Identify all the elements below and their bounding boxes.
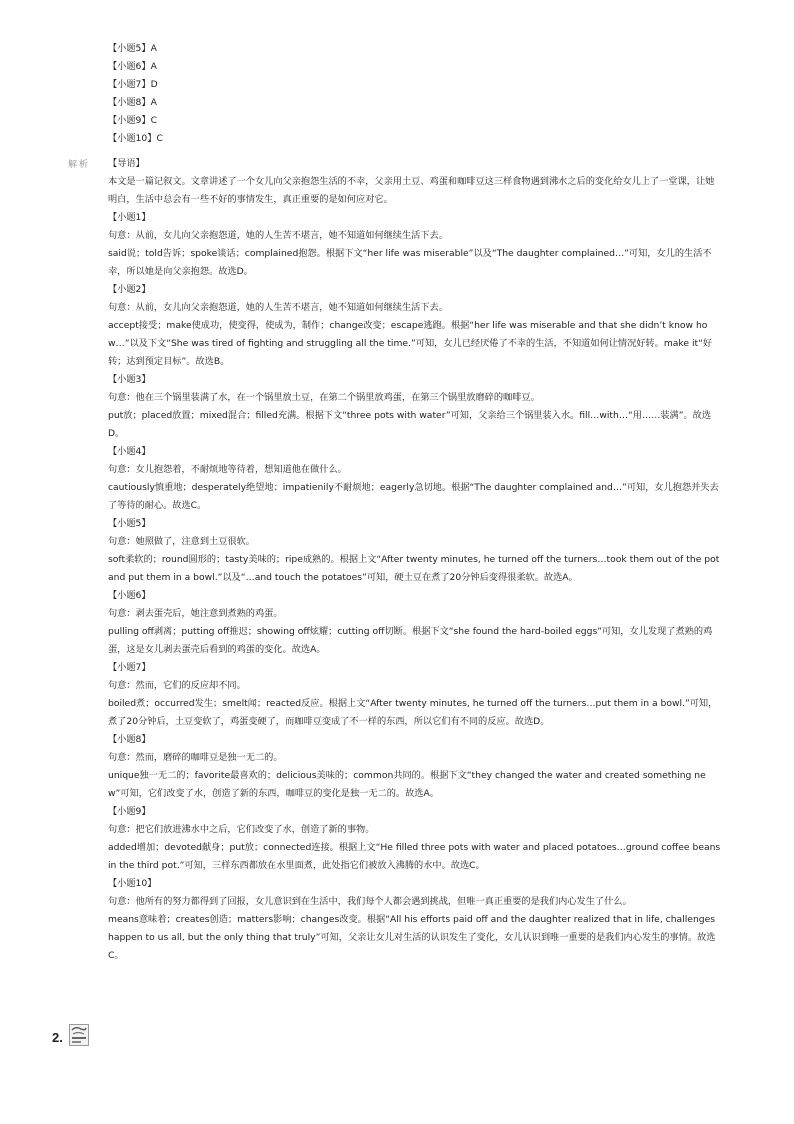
question-heading: 【小题1】 — [108, 212, 151, 223]
answer-line: 【小题10】C — [108, 133, 163, 144]
sentence-meaning: 句意：从前，女儿向父亲抱怨道，她的人生苦不堪言，她不知道如何继续生活下去。 — [108, 302, 448, 313]
explanation: pulling off剥离；putting off推迟；showing off炫耀；cutting off切断。根据下文“she found the hard-boiled eggs”可知，女儿发现了煮熟的鸡蛋，这是女儿剥去蛋壳后看到的鸡蛋的变化。故选A。 — [108, 626, 713, 655]
explanation: put放；placed放置；mixed混合；filled充满。根据下文“three pots with water”可知，父亲给三个锅里装入水。fill…with…“用……装满”。故选D。 — [108, 410, 712, 439]
explanation: means意味着；creates创造；matters影响；changes改变。根据“All his efforts paid off and the daughter realized that in life, challenges happen to us all, but the only thing that truly”可知，父亲让女儿对生活的认识发生了变化，女儿认识到唯一重要的是我们内心发生的事情。故选C。 — [108, 914, 716, 961]
explanation: unique独一无二的；favorite最喜欢的；delicious美味的；common共同的。根据下文“they changed the water and created something new”可知，它们改变了水，创造了新的东西，咖啡豆的变化是独一无二的。故选A。 — [108, 770, 706, 799]
answer-list — [108, 40, 163, 148]
answer-line: 【小题9】C — [108, 115, 158, 126]
answer-line: 【小题7】D — [108, 79, 158, 90]
question-heading: 【小题7】 — [108, 662, 151, 673]
document-thumbnail-icon[interactable] — [69, 1024, 89, 1050]
question-heading: 【小题2】 — [108, 284, 151, 295]
sentence-meaning: 句意：她照做了，注意到土豆很软。 — [108, 536, 255, 547]
sentence-meaning: 句意：他所有的努力都得到了回报，女儿意识到在生活中，我们每个人都会遇到挑战，但唯一真正重要的是我们内心发生了什么。 — [108, 896, 632, 907]
question-heading: 【小题8】 — [108, 734, 151, 745]
question-heading: 【小题4】 — [108, 446, 151, 457]
explanation: accept接受；make使成功，使变得，使成为，制作；change改变；escape逃跑。根据“her life was miserable and that she didn’t know how…”以及下文“She was tired of fighting and struggling all the time.”可知，女儿已经厌倦了不幸的生活，不知道如何让情况好转。make it“好转；达到预定目标”。故选B。 — [108, 320, 713, 367]
question-heading: 【小题6】 — [108, 590, 151, 601]
explanation: cautiously慎重地；desperately绝望地；impatienily不耐烦地；eagerly急切地。根据“The daughter complained and…”可知，女儿抱怨并失去了等待的耐心。故选C。 — [108, 482, 719, 511]
answer-line: 【小题5】A — [108, 43, 157, 54]
question-heading: 【小题9】 — [108, 806, 151, 817]
question-footer — [52, 1024, 89, 1050]
sentence-meaning: 句意：从前，女儿向父亲抱怨道，她的人生苦不堪言，她不知道如何继续生活下去。 — [108, 230, 448, 241]
analysis-label: 解析 — [68, 160, 91, 170]
analysis-body — [108, 155, 723, 965]
explanation: soft柔软的；round圆形的；tasty美味的；ripe成熟的。根据上文“After twenty minutes, he turned off the turners…took them out of the pot and put them in a bowl.”以及“…and touch the potatoes”可知，硬土豆在煮了20分钟后变得很柔软。故选A。 — [108, 554, 720, 583]
answer-line: 【小题8】A — [108, 97, 157, 108]
sentence-meaning: 句意：把它们放进沸水中之后，它们改变了水，创造了新的事物。 — [108, 824, 375, 835]
question-heading: 【小题10】 — [108, 878, 157, 889]
sentence-meaning: 句意：他在三个锅里装满了水，在一个锅里放土豆，在第二个锅里放鸡蛋，在第三个锅里放磨碎的咖啡豆。 — [108, 392, 540, 403]
question-number: 2. — [52, 1029, 63, 1045]
sentence-meaning: 句意：然而，它们的反应却不同。 — [108, 680, 246, 691]
explanation: added增加；devoted献身；put放；connected连接。根据上文“He filled three pots with water and placed potatoes…ground coffee beans in the third pot.”可知，三样东西都放在水里面煮，此处指它们被放入沸腾的水中。故选C。 — [108, 842, 721, 871]
explanation: boiled煮；occurred发生；smelt闻；reacted反应。根据上文“After twenty minutes, he turned off the turners…put them in a bowl.”可知，煮了20分钟后，土豆变软了，鸡蛋变硬了，而咖啡豆变成了不一样的东西，所以它们有不同的反应。故选D。 — [108, 698, 718, 727]
explanation: said说；told告诉；spoke谈话；complained抱怨。根据下文“her life was miserable”以及“The daughter complained…”可知，女儿的生活不幸，所以她是向父亲抱怨。故选D。 — [108, 248, 712, 277]
sentence-meaning: 句意：剥去蛋壳后，她注意到煮熟的鸡蛋。 — [108, 608, 283, 619]
question-heading: 【小题3】 — [108, 374, 151, 385]
answer-line: 【小题6】A — [108, 61, 157, 72]
summary-paragraph: 本文是一篇记叙文。文章讲述了一个女儿向父亲抱怨生活的不幸，父亲用土豆、鸡蛋和咖啡豆这三样食物遇到沸水之后的变化给女儿上了一堂课，让她明白，生活中总会有一些不好的事情发生，真正重要的是如何应对它。 — [108, 176, 715, 205]
sentence-meaning: 句意：女儿抱怨着，不耐烦地等待着，想知道他在做什么。 — [108, 464, 347, 475]
analysis-heading: 【导语】 — [108, 158, 145, 169]
sentence-meaning: 句意：然而，磨碎的咖啡豆是独一无二的。 — [108, 752, 283, 763]
question-heading: 【小题5】 — [108, 518, 151, 529]
